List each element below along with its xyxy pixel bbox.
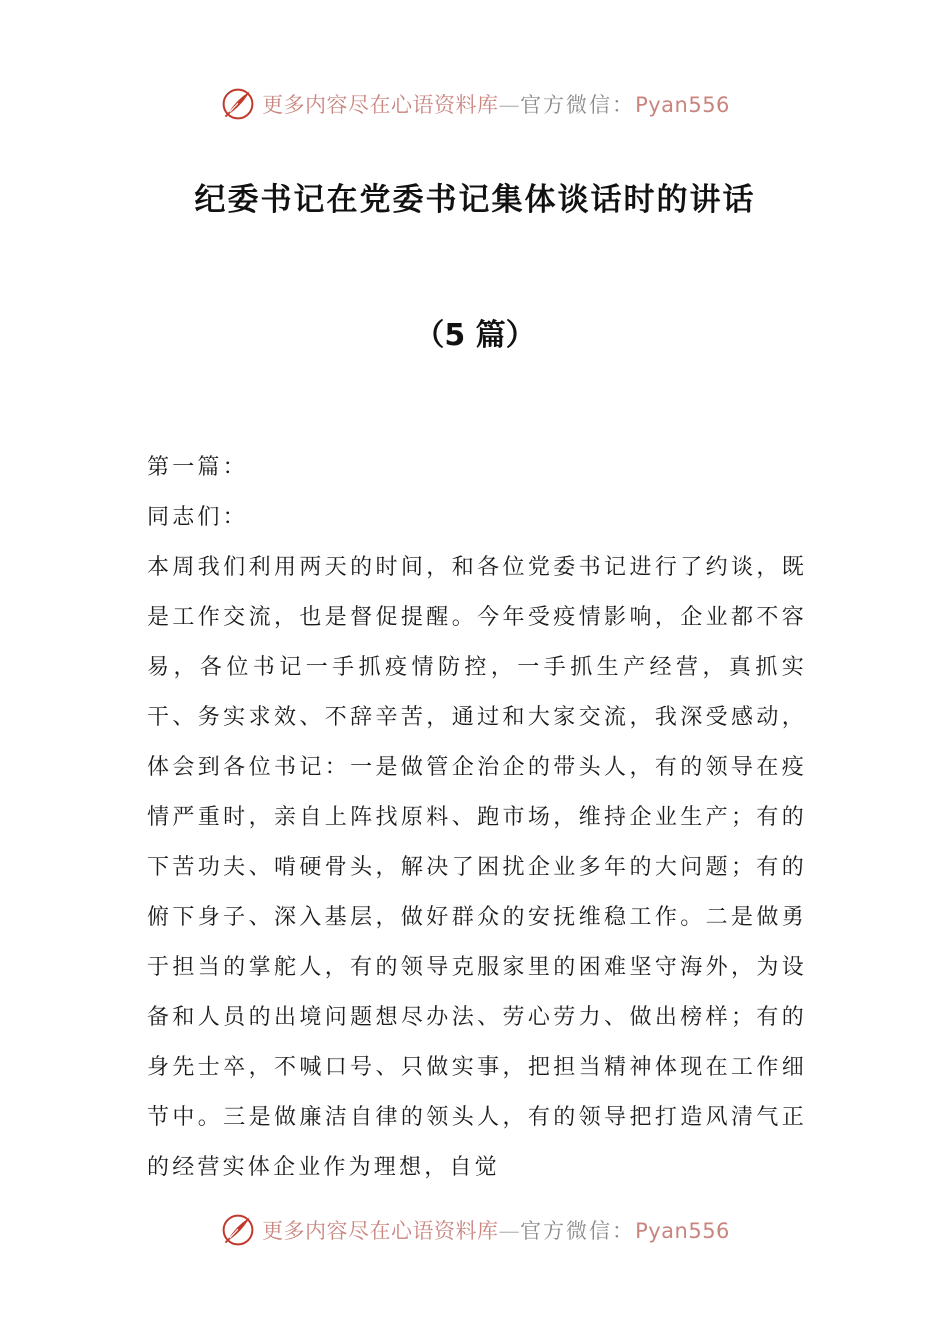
quill-pen-logo-icon xyxy=(220,86,256,122)
body-paragraph: 本周我们利用两天的时间，和各位党委书记进行了约谈，既是工作交流，也是督促提醒。今年受疫情影响，企业都不容易，各位书记一手抓疫情防控，一手抓生产经营，真抓实干、务实求效、不辞辛苦，通过和大家交流，我深受感动，体会到各位书记：一是做管企治企的带头人，有的领导在疫情严重时，亲自上阵找原料、跑市场，维持企业生产；有的下苦功夫、啃硬骨头，解决了困扰企业多年的大问题；有的俯下身子、深入基层，做好群众的安抚维稳工作。二是做勇于担当的掌舵人，有的领导克服家里的困难坚守海外，为设备和人员的出境问题想尽办法、劳心劳力、做出榜样；有的身先士卒，不喊口号、只做实事，把担当精神体现在工作细节中。三是做廉洁自律的领头人，有的领导把打造风清气正的经营实体企业作为理想，自觉 xyxy=(147,555,807,1180)
document-subtitle: （5 篇） xyxy=(414,318,536,353)
document-title: 纪委书记在党委书记集体谈话时的讲话 xyxy=(194,182,756,218)
footer-watermark xyxy=(0,1208,950,1252)
watermark-handle: Pyan556 xyxy=(635,93,730,117)
watermark-official-label: 官方微信： xyxy=(520,1219,636,1243)
salutation: 同志们： xyxy=(147,505,248,530)
watermark-dash: — xyxy=(498,1219,521,1243)
watermark-text xyxy=(262,1215,730,1245)
header-watermark xyxy=(0,82,950,126)
watermark-text xyxy=(262,89,730,119)
watermark-dash: — xyxy=(498,93,521,117)
watermark-site-name: 更多内容尽在心语资料库 xyxy=(262,1219,499,1243)
watermark-handle: Pyan556 xyxy=(635,1219,730,1243)
section-label: 第一篇： xyxy=(147,455,248,480)
document-body xyxy=(147,443,807,1193)
watermark-site-name: 更多内容尽在心语资料库 xyxy=(262,93,499,117)
watermark-official-label: 官方微信： xyxy=(520,93,636,117)
quill-pen-logo-icon xyxy=(220,1212,256,1248)
